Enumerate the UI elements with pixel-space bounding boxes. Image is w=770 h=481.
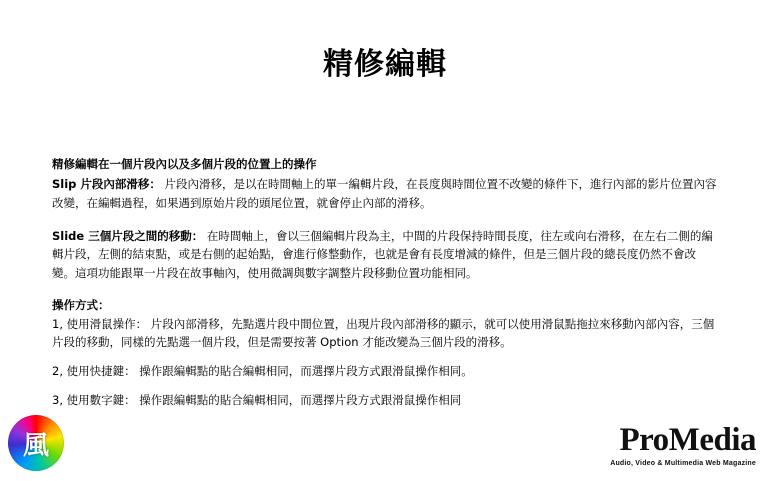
spacer (52, 381, 718, 391)
rainbow-logo-glyph: 風 (22, 430, 49, 461)
step-item-2: 2, 使用快捷鍵： 操作跟編輯點的貼合編輯相同，而選擇片段方式跟滑鼠操作相同。 (52, 364, 473, 379)
promedia-wordmark (610, 424, 756, 457)
slip-term: Slip 片段內部滑移： (52, 177, 161, 192)
rainbow-circle-logo (8, 415, 64, 471)
promedia-pro-text: Pro (619, 422, 669, 458)
slide-body (0, 156, 770, 409)
slide-canvas (0, 48, 770, 481)
spacer (52, 282, 718, 296)
slide-text: 在時間軸上，會以三個編輯片段為主，中間的片段保持時間長度，往左或向右滑移，在左右二側的編輯片段，左側的結束點，或是右側的起始點，會進行修整動作，也就是會有長度增減的條件，但是三個片段的總長度仍然不會改變。這項功能跟單一片段在故事軸內，使用微調與數字調整片段移動位置功能相同。 (52, 228, 713, 280)
operation-heading: 操作方式： (52, 298, 110, 313)
promedia-tagline: Audio, Video & Multimedia Web Magazine (610, 460, 756, 467)
slip-paragraph (52, 175, 718, 212)
spacer (52, 213, 718, 227)
lead-paragraph: 精修編輯在一個片段內以及多個片段的位置上的操作 (52, 157, 317, 171)
spacer (52, 352, 718, 362)
promedia-logo (610, 424, 756, 467)
promedia-media-text: Media (668, 422, 756, 458)
slip-text: 片段內滑移，是以在時間軸上的單一編輯片段，在長度與時間位置不改變的條件下，進行內部的影片位置內容改變，在編輯過程，如果遇到原始片段的頭尾位置，就會停止內部的滑移。 (52, 177, 717, 210)
page-title: 精修編輯 (323, 47, 447, 82)
step-item-1: 1, 使用滑鼠操作： 片段內部滑移，先點選片段中間位置，出現片段內部滑移的顯示，就可以使用滑鼠點拖拉來移動內部內容，三個片段的移動，同樣的先點選一個片段，但是需要按著 Option 才能改變為三個片段的滑移。 (52, 316, 715, 350)
step-item-3: 3, 使用數字鍵： 操作跟編輯點的貼合編輯相同，而選擇片段方式跟滑鼠操作相同 (52, 392, 462, 407)
slide-paragraph (52, 227, 718, 283)
slide-term: Slide 三個片段之間的移動： (52, 228, 204, 243)
